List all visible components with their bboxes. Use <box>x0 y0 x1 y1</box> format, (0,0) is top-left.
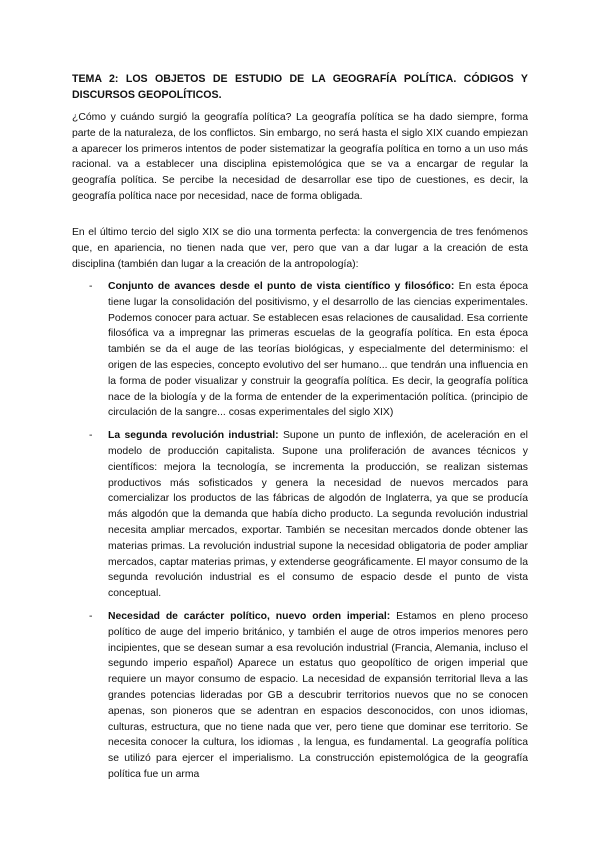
context-paragraph: En el último tercio del siglo XIX se dio una tormenta perfecta: la convergencia de tres fenómenos que, en apariencia, no tienen nada que ver, pero que van a dar lugar a la creación de esta disciplina (también dan lugar a la creación de la antropología): <box>72 227 528 270</box>
list-marker: - <box>89 281 93 292</box>
list-item-text: En esta época tiene lugar la consolidación del positivismo, y el desarrollo de las ciencias experimentales. Podemos conocer para actuar. Se establecen esas relaciones de causalidad. Esa corriente filosófica va a impregnar las primeras escuelas de la geografía política. En esta época también se da el auge de las teorías biológicas, y especialmente del determinismo: el origen de las especies, concepto evolutivo del ser humano... que tendrán una influencia en la forma de poder visualizar y construir la geografía política. Es decir, la geografía política nace de la biología y de la forma de entender de la experimentación política. (principio de circulación de la sangre... cosas experimentales del siglo XIX) <box>108 281 528 419</box>
list-item-text: Supone un punto de inflexión, de aceleración en el modelo de producción capitalista. Supone una proliferación de avances técnicos y científicos: mejora la tecnología, se incrementa la producción, se realizan sistemas productivos más sofisticados y genera la necesidad de nuevos mercados para comercializar los productos de las fábricas de algodón de Inglaterra, ya que se producía más algodón que la demanda que había dicho producto. La segunda revolución industrial necesita ampliar mercados, exportar. También se necesitan mercados donde obtener las materias primas. La revolución industrial supone la necesidad obligatoria de poder ampliar mercados, captar materias primas, y extenderse geográficamente. El mayor consumo de la segunda revolución industrial es el consumo de espacio desde el punto de vista conceptual. <box>108 430 528 600</box>
document-title: TEMA 2: LOS OBJETOS DE ESTUDIO DE LA GEOGRAFÍA POLÍTICA. CÓDIGOS Y DISCURSOS GEOPOLÍTICOS. <box>72 73 528 101</box>
list-marker: - <box>89 430 93 442</box>
list-item-heading: Conjunto de avances desde el punto de vista científico y filosófico: <box>108 281 455 292</box>
list-item <box>72 279 528 421</box>
list-marker: - <box>89 610 93 622</box>
intro-paragraph: ¿Cómo y cuándo surgió la geografía política? La geografía política se ha dado siempre, forma parte de la naturaleza, de los conflictos. Sin embargo, no será hasta el siglo XIX cuando empiezan a aparecer los primeros intentos de poder sistematizar la geografía política en torno a un uso más racional. va a establecer una disciplina epistemológica que se va a encargar de regular la geografía política. Se percibe la necesidad de desarrollar ese tipo de cuestiones, es decir, la geografía política nace por necesidad, nace de forma obligada. <box>72 112 528 202</box>
list-item-heading: Necesidad de carácter político, nuevo orden imperial: <box>108 610 391 622</box>
list-item <box>72 609 528 783</box>
list-item <box>72 428 528 602</box>
phenomena-list <box>72 279 528 790</box>
list-item-text: Estamos en pleno proceso político de auge del imperio británico, y también el auge de otros imperios menores pero incipientes, que se desean sumar a esa revolución industrial (Francia, Alemania, incluso el segundo imperio español) Aparece un estatus quo geopolítico de origen imperial que requiere un mayor consumo de espacio. La necesidad de expansión territorial lleva a las grandes potencias lideradas por GB a descubrir territorios nuevos que no se conocen apenas, son pioneros que se adentran en espacios desconocidos, con unos idiomas, culturas, estructura, que no tiene nada que ver, pero tiene que dominar ese territorio. Se necesita conocer la cultura, los idiomas , la lengua, es fundamental. La geografía política se utilizó para ejercer el imperialismo. La construcción epistemológica de la geografía política fue un arma <box>108 610 528 780</box>
list-item-heading: La segunda revolución industrial: <box>108 430 279 442</box>
